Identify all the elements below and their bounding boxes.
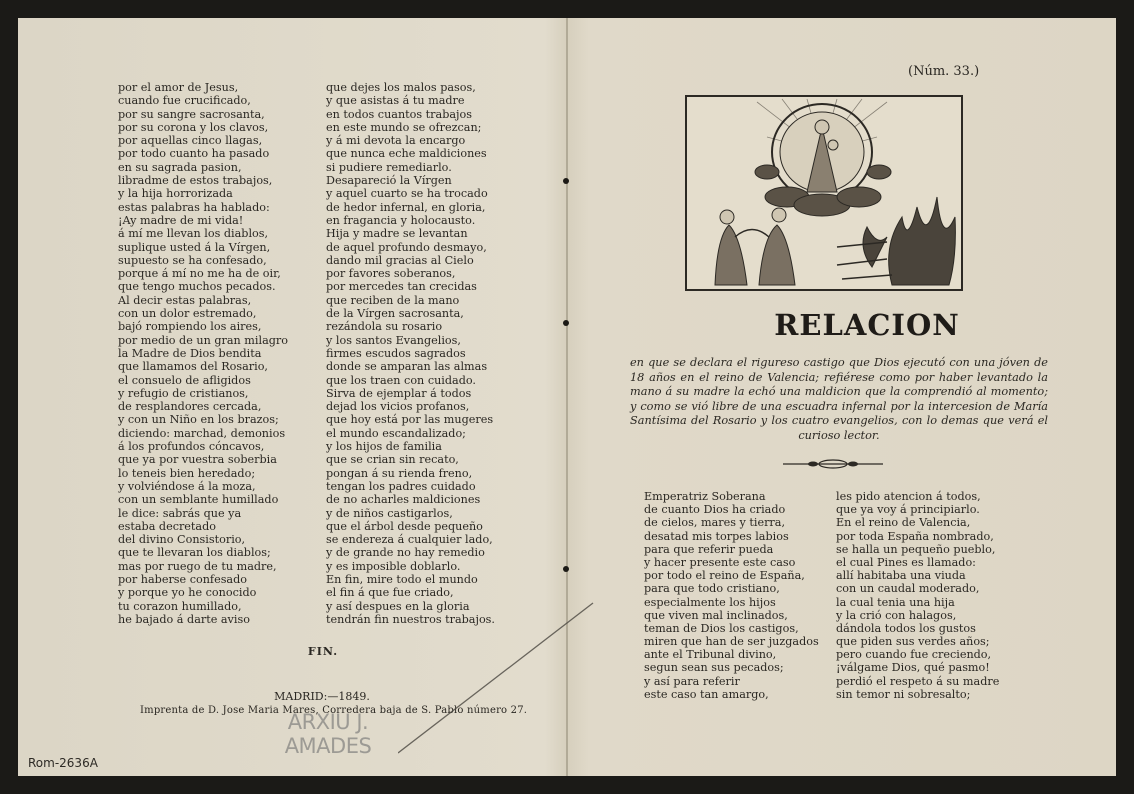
verse-line: perdió el respeto á su madre: [836, 674, 1000, 688]
verse-line: En fin, mire todo el mundo: [326, 572, 478, 586]
verse-line: ¡Ay madre de mi vida!: [118, 213, 244, 227]
verse-line: mas por ruego de tu madre,: [118, 559, 277, 573]
verse-line: por su corona y los clavos,: [118, 120, 269, 134]
verse-line: con un semblante humillado: [118, 493, 279, 507]
verse-line: que tengo muchos pecados.: [118, 280, 276, 294]
verse-line: que nunca eche maldiciones: [326, 147, 487, 161]
verse-line: de cielos, mares y tierra,: [644, 516, 786, 530]
verse-line: y la crió con halagos,: [836, 608, 957, 622]
verse-line: y volviéndose á la moza,: [118, 479, 256, 493]
verse-line: Al decir estas palabras,: [118, 293, 252, 307]
verse-line: donde se amparan las almas: [326, 360, 488, 374]
verse-line: y que asistas á tu madre: [326, 94, 465, 108]
verse-line: para que referir pueda: [644, 542, 774, 556]
verse-line: de resplandores cercada,: [118, 400, 262, 414]
verse-line: por el amor de Jesus,: [118, 81, 239, 94]
verse-line: en todos cuantos trabajos: [326, 107, 472, 121]
verse-line: cuando fue crucificado,: [118, 94, 251, 108]
verse-line: por mercedes tan crecidas: [326, 280, 477, 294]
verse-line: que reciben de la mano: [326, 293, 460, 307]
verse-line: y de niños castigarlos,: [326, 506, 453, 520]
verse-line: que ya voy á principiarlo.: [836, 503, 980, 517]
verse-line: de hedor infernal, en gloria,: [326, 200, 486, 214]
verse-line: y aquel cuarto se ha trocado: [326, 187, 488, 201]
verse-line: especialmente los hijos: [644, 595, 776, 609]
verse-line: tu corazon humillado,: [118, 599, 242, 613]
verse-line: por haberse confesado: [118, 572, 248, 586]
verse-line: el fin á que fue criado,: [326, 586, 454, 600]
verse-line: y así despues en la gloria: [326, 599, 470, 613]
right-page: [568, 18, 1116, 776]
verse-line: supuesto se ha confesado,: [118, 253, 267, 267]
document-subtitle: en que se declara el rigureso castigo que Dios ejecutó con una jóven de 18 años en el reino de Valencia; refiérese como por haber levantado la mano á su madre la echó una maldicion que la comprendió al momento; y como se vió libre de una escuadra infernal por la intercesion de María Santísima del Rosario y los cuatro evangelios, con lo demas que verá el curioso lector.: [630, 356, 1048, 442]
verse-line: por todo el reino de España,: [644, 569, 805, 583]
verse-line: con un caudal moderado,: [836, 582, 980, 596]
divider-ornament: [783, 458, 883, 470]
verse-line: del divino Consistorio,: [118, 533, 246, 547]
archive-stamp: [268, 710, 388, 758]
verse-line: que llamamos del Rosario,: [118, 360, 268, 374]
verse-line: libradme de estos trabajos,: [118, 174, 273, 188]
verse-line: les pido atencion á todos,: [836, 490, 981, 503]
verse-line: y así para referir: [644, 674, 740, 688]
left-page: [18, 18, 566, 776]
fin-label: FIN.: [307, 645, 339, 658]
verse-line: y á mi devota la encargo: [326, 134, 466, 148]
verse-line: y los santos Evangelios,: [326, 333, 461, 347]
verse-line: y de grande no hay remedio: [326, 546, 485, 560]
verse-line: por toda España nombrado,: [836, 529, 994, 543]
verse-line: se halla un pequeño pueblo,: [836, 542, 996, 556]
stamp-line-1: ARXIU J.: [287, 710, 369, 734]
document-title: RELACION: [774, 308, 960, 342]
verse-line: Hija y madre se levantan: [326, 227, 468, 241]
verse-line: á mí me llevan los diablos,: [118, 227, 269, 241]
verse-line: Desapareció la Vírgen: [326, 174, 452, 188]
verse-line: que el árbol desde pequeño: [326, 519, 483, 533]
verse-line: y porque yo he conocido: [118, 586, 257, 600]
left-column-2: [326, 81, 495, 626]
verse-line: suplique usted á la Vírgen,: [118, 240, 271, 254]
verse-line: y la hija horrorizada: [118, 187, 233, 201]
verse-line: estas palabras ha hablado:: [118, 200, 270, 214]
verse-line: se endereza á cualquier lado,: [326, 533, 493, 547]
verse-line: teman de Dios los castigos,: [644, 621, 799, 635]
verse-line: que hoy está por las mugeres: [326, 413, 494, 427]
verse-line: la Madre de Dios bendita: [118, 346, 262, 360]
verse-line: segun sean sus pecados;: [644, 661, 784, 675]
verse-line: que los traen con cuidado.: [326, 373, 476, 387]
verse-line: de aquel profundo desmayo,: [326, 240, 487, 254]
verse-line: por su sangre sacrosanta,: [118, 107, 265, 121]
verse-line: de la Vírgen sacrosanta,: [326, 307, 464, 321]
verse-line: el consuelo de afligidos: [118, 373, 251, 387]
shelfmark: Rom-2636A: [28, 756, 98, 770]
verse-line: ¡válgame Dios, qué pasmo!: [836, 661, 990, 675]
right-column-2: [836, 490, 999, 701]
verse-line: lo teneis bien heredado;: [118, 466, 256, 480]
verse-line: el cual Pines es llamado:: [836, 555, 976, 569]
verse-line: dándola todos los gustos: [836, 621, 976, 635]
verse-line: dando mil gracias al Cielo: [326, 253, 474, 267]
verse-line: y con un Niño en los brazos;: [118, 413, 279, 427]
verse-line: tengan los padres cuidado: [326, 479, 476, 493]
verse-line: Sirva de ejemplar á todos: [326, 386, 472, 400]
verse-line: En el reino de Valencia,: [836, 516, 971, 530]
verse-line: pero cuando fue creciendo,: [836, 648, 992, 662]
verse-line: con un dolor estremado,: [118, 307, 257, 321]
verse-line: estaba decretado: [118, 519, 216, 533]
verse-line: sin temor ni sobresalto;: [836, 687, 971, 701]
verse-line: en fragancia y holocausto.: [326, 213, 476, 227]
issue-number: (Núm. 33.): [908, 64, 980, 79]
verse-line: de no acharles maldiciones: [326, 493, 481, 507]
right-column-1: [644, 490, 819, 701]
verse-line: este caso tan amargo,: [644, 687, 769, 701]
verse-line: ante el Tribunal divino,: [644, 648, 777, 662]
verse-line: de cuanto Dios ha criado: [644, 503, 786, 517]
verse-line: firmes escudos sagrados: [326, 346, 466, 360]
verse-line: miren que han de ser juzgados: [644, 635, 819, 649]
verse-line: que piden sus verdes años;: [836, 635, 990, 649]
left-column-1: [118, 81, 288, 626]
verse-line: porque á mí no me ha de oir,: [118, 267, 281, 281]
verse-line: pongan á su rienda freno,: [326, 466, 473, 480]
verse-line: por favores soberanos,: [326, 267, 456, 281]
printer-imprint: Imprenta de D. Jose Maria Mares, Corredera baja de S. Pablo número 27.: [140, 705, 528, 716]
woodcut-illustration: [685, 95, 963, 291]
verse-line: rezándola su rosario: [326, 320, 443, 334]
verse-line: y es imposible doblarlo.: [326, 559, 461, 573]
verse-line: allí habitaba una viuda: [836, 569, 966, 583]
broadside-sheet: [18, 18, 1116, 776]
stamp-line-2: AMADES: [284, 734, 372, 758]
verse-line: la cual tenia una hija: [836, 595, 955, 609]
verse-line: á los profundos cóncavos,: [118, 440, 265, 454]
verse-line: que se crian sin recato,: [326, 453, 459, 467]
verse-line: que dejes los malos pasos,: [326, 81, 476, 94]
verse-line: para que todo cristiano,: [644, 582, 780, 596]
verse-line: y los hijos de familia: [326, 440, 442, 454]
verse-line: bajó rompiendo los aires,: [118, 320, 262, 334]
verse-line: el mundo escandalizado;: [326, 426, 466, 440]
verse-line: diciendo: marchad, demonios: [118, 426, 286, 440]
verse-line: tendrán fin nuestros trabajos.: [326, 612, 495, 626]
imprint-city-date: MADRID:—1849.: [274, 690, 370, 703]
verse-line: si pudiere remediarlo.: [326, 160, 452, 174]
verse-line: por todo cuanto ha pasado: [118, 147, 270, 161]
verse-line: que viven mal inclinados,: [644, 608, 788, 622]
verse-line: Emperatriz Soberana: [644, 490, 766, 503]
verse-line: y refugio de cristianos,: [118, 386, 249, 400]
verse-line: que ya por vuestra soberbia: [118, 453, 277, 467]
verse-line: dejad los vicios profanos,: [326, 400, 470, 414]
verse-line: y hacer presente este caso: [644, 555, 796, 569]
verse-line: desatad mis torpes labios: [644, 529, 789, 543]
verse-line: he bajado á darte aviso: [118, 612, 250, 626]
verse-line: en este mundo se ofrezcan;: [326, 120, 482, 134]
verse-line: por medio de un gran milagro: [118, 333, 288, 347]
verse-line: por aquellas cinco llagas,: [118, 134, 263, 148]
verse-line: que te llevaran los diablos;: [118, 546, 271, 560]
verse-line: en su sagrada pasion,: [118, 160, 242, 174]
verse-line: le dice: sabrás que ya: [118, 506, 242, 520]
